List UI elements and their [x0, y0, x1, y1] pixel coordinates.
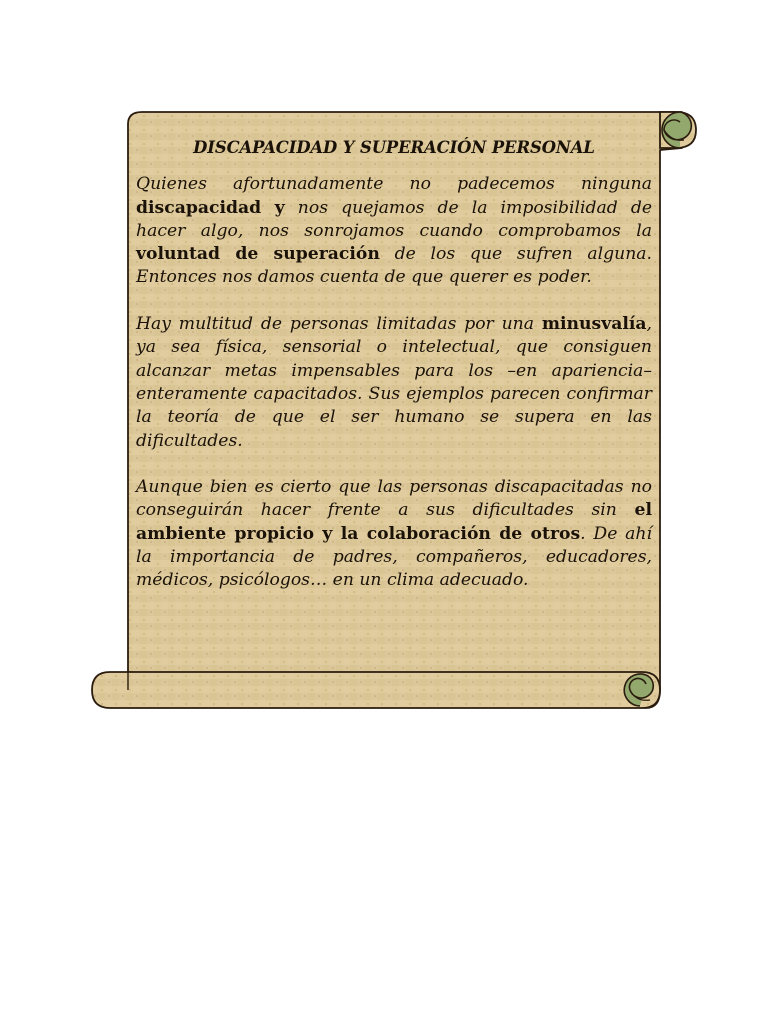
paragraph-3 [136, 476, 652, 592]
document-title: DISCAPACIDAD Y SUPERACIÓN PERSONAL [193, 138, 595, 157]
bottom-roll-body [92, 672, 660, 708]
paragraph-text: Aunque bien es cierto que las personas discapacitadas no conseguirán hacer frente a sus dificultades sin [136, 477, 652, 521]
paragraph-text: Hay multitud de personas limitadas por una [136, 314, 542, 335]
emphasis-text: voluntad de superación [136, 244, 380, 265]
emphasis-text: discapacidad y [136, 197, 285, 218]
emphasis-text: minusvalía [541, 314, 647, 335]
paragraph-1 [136, 173, 652, 289]
emphasis-text: el ambiente propicio y la colaboración de otros [136, 500, 652, 544]
paragraph-text: Quienes afortunadamente no padecemos ninguna [136, 174, 652, 195]
scroll-text [136, 132, 652, 616]
paragraph-text: , ya sea física, sensorial o intelectual, que consiguen alcanzar metas impensables para los –en apariencia– enteramente capacitados. Sus ejemplos parecen confirmar la teoría de que el ser humano se supera en las dificultades. [136, 314, 652, 451]
paragraph-text: de los que sufren alguna. Entonces nos damos cuenta de que querer es poder. [136, 244, 652, 288]
paragraph-text: . De ahí la importancia de padres, compañeros, educadores, médicos, psicólogos… en un clima adecuado. [136, 523, 652, 591]
paragraph-text: nos quejamos de la imposibilidad de hacer algo, nos sonrojamos cuando comprobamos la [136, 197, 652, 241]
paragraph-2 [136, 313, 652, 453]
